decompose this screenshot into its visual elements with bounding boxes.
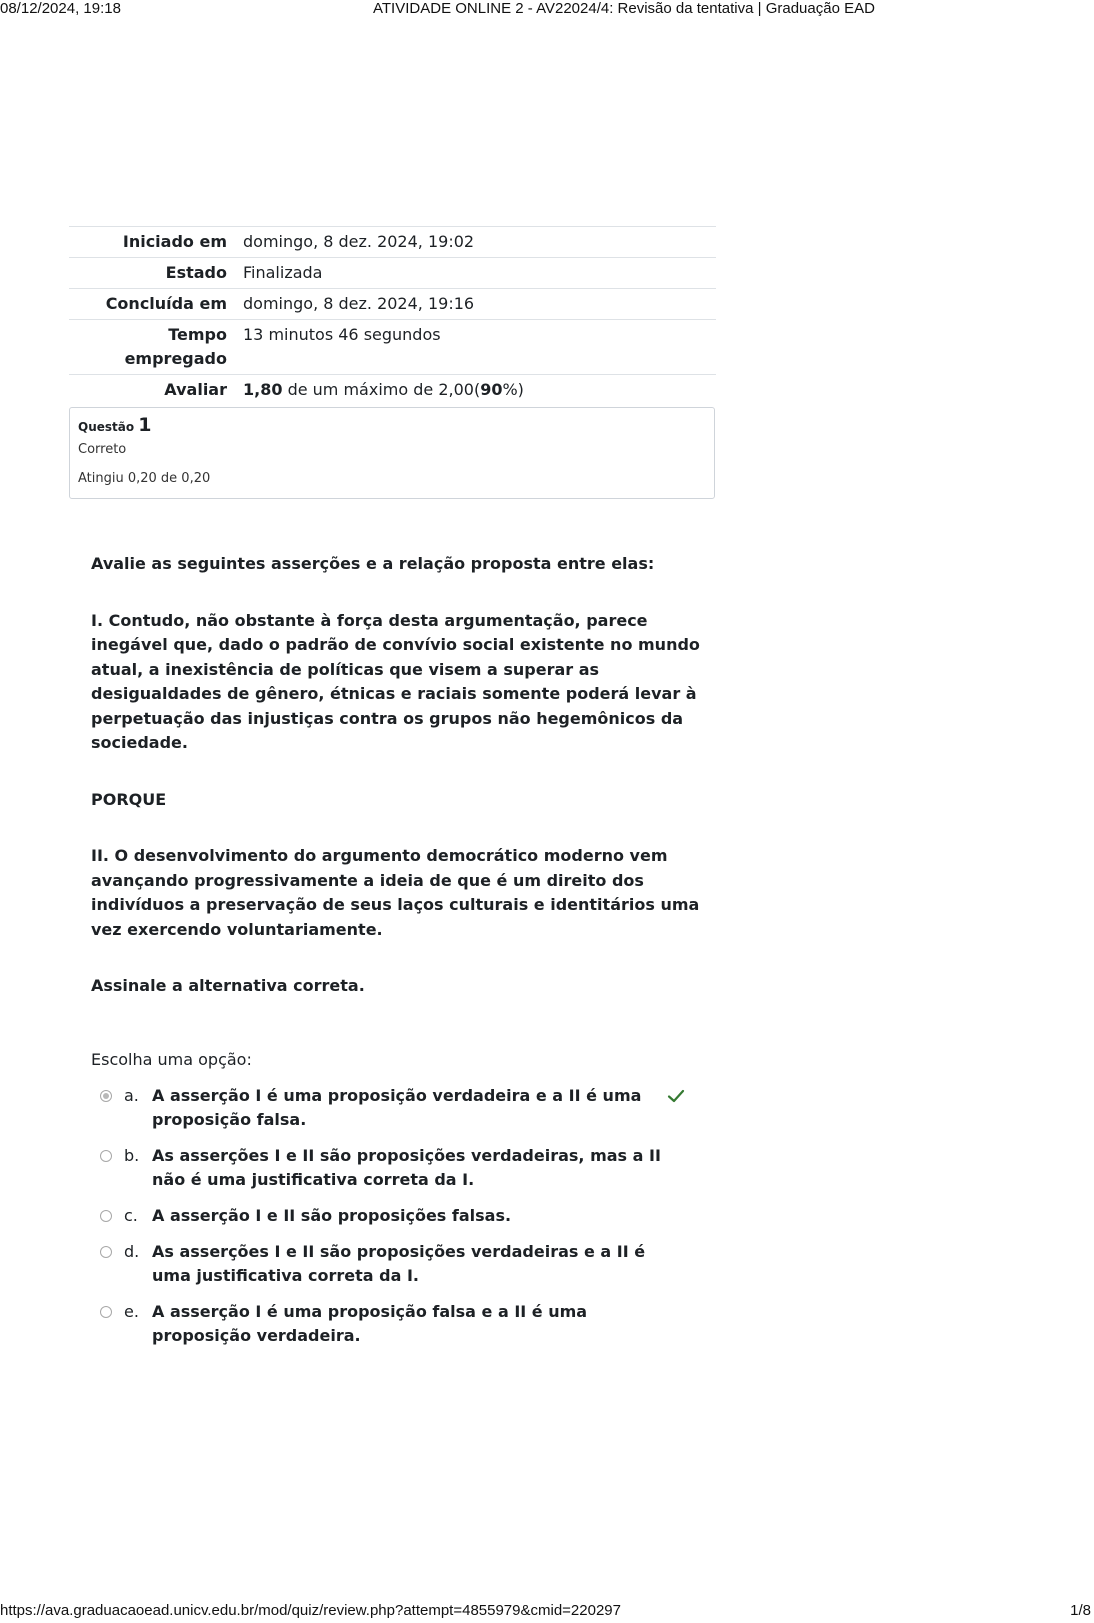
started-value: domingo, 8 dez. 2024, 19:02 — [243, 232, 475, 251]
answer-option-b[interactable] — [100, 1144, 700, 1192]
option-text: As asserções I e II são proposições verdadeiras, mas a II não é uma justificativa correta da I. — [152, 1146, 661, 1189]
radio-button[interactable] — [100, 1090, 112, 1102]
radio-button[interactable] — [100, 1150, 112, 1162]
option-letter: a. — [124, 1086, 139, 1105]
option-text: As asserções I e II são proposições verdadeiras e a II é uma justificativa correta da I. — [152, 1242, 646, 1285]
question-text — [91, 552, 701, 1031]
print-datetime: 08/12/2024, 19:18 — [0, 0, 121, 17]
question-number — [78, 414, 706, 436]
state-value: Finalizada — [243, 263, 323, 282]
grade-label: Avaliar — [164, 380, 227, 399]
radio-button[interactable] — [100, 1306, 112, 1318]
question-paragraph: PORQUE — [91, 789, 167, 809]
grade-score: 1,80 — [243, 380, 283, 399]
question-state: Correto — [78, 442, 127, 457]
print-header — [0, 0, 1094, 20]
question-paragraph: I. Contudo, não obstante à força desta argumentação, parece inegável que, dado o padrão de convívio social existente no mundo atual, a inexistência de políticas que visem a superar as desigualdades de gênero, étnicas e raciais somente poderá levar à perpetuação das injustiças contra os grupos não hegemônicos da sociedade. — [91, 610, 700, 752]
answer-options — [100, 1084, 700, 1360]
option-letter: b. — [124, 1146, 140, 1165]
option-text: A asserção I e II são proposições falsas. — [152, 1206, 512, 1225]
check-icon — [666, 1086, 686, 1106]
choose-option-prompt: Escolha uma opção: — [91, 1050, 252, 1069]
grade-mid: de um máximo de 2,00( — [282, 380, 481, 399]
question-info-box — [69, 407, 715, 499]
answer-option-d[interactable] — [100, 1240, 700, 1288]
question-paragraph: Assinale a alternativa correta. — [91, 976, 365, 995]
answer-option-e[interactable] — [100, 1300, 700, 1348]
started-label: Iniciado em — [122, 232, 227, 251]
summary-row-grade — [69, 375, 716, 406]
page-url: https://ava.graduacaoead.unicv.edu.br/mod/quiz/review.php?attempt=4855979&cmid=220297 — [0, 1602, 621, 1619]
radio-button[interactable] — [100, 1246, 112, 1258]
print-footer — [0, 1602, 1094, 1622]
radio-button[interactable] — [100, 1210, 112, 1222]
time-value: 13 minutos 46 segundos — [243, 325, 441, 344]
answer-option-c[interactable] — [100, 1204, 700, 1228]
attempt-summary-table — [69, 226, 716, 405]
grade-percent: 90 — [480, 380, 503, 399]
option-text: A asserção I é uma proposição falsa e a II é uma proposição verdadeira. — [152, 1302, 588, 1345]
summary-row-started — [69, 227, 716, 258]
question-number-value: 1 — [138, 414, 152, 436]
question-grade: Atingiu 0,20 de 0,20 — [78, 471, 211, 486]
summary-row-completed — [69, 289, 716, 320]
question-paragraph: Avalie as seguintes asserções e a relação proposta entre elas: — [91, 554, 655, 573]
option-letter: d. — [124, 1242, 140, 1261]
completed-value: domingo, 8 dez. 2024, 19:16 — [243, 294, 475, 313]
completed-label: Concluída em — [105, 294, 227, 313]
option-letter: e. — [124, 1302, 139, 1321]
option-text: A asserção I é uma proposição verdadeira e a II é uma proposição falsa. — [152, 1086, 642, 1129]
question-paragraph: II. O desenvolvimento do argumento democrático moderno vem avançando progressivamente a ideia de que é um direito dos indivíduos a preservação de seus laços culturais e identitários uma vez exercendo voluntariamente. — [91, 846, 700, 939]
grade-value — [243, 375, 716, 406]
answer-option-a[interactable] — [100, 1084, 700, 1132]
option-letter: c. — [124, 1206, 138, 1225]
page-number: 1/8 — [1070, 1602, 1091, 1619]
grade-end: %) — [502, 380, 524, 399]
question-label: Questão — [78, 420, 135, 434]
time-label: Tempo empregado — [124, 325, 227, 368]
state-label: Estado — [165, 263, 227, 282]
page-title: ATIVIDADE ONLINE 2 - AV22024/4: Revisão da tentativa | Graduação EAD — [373, 0, 875, 17]
summary-row-time — [69, 320, 716, 375]
summary-row-state — [69, 258, 716, 289]
